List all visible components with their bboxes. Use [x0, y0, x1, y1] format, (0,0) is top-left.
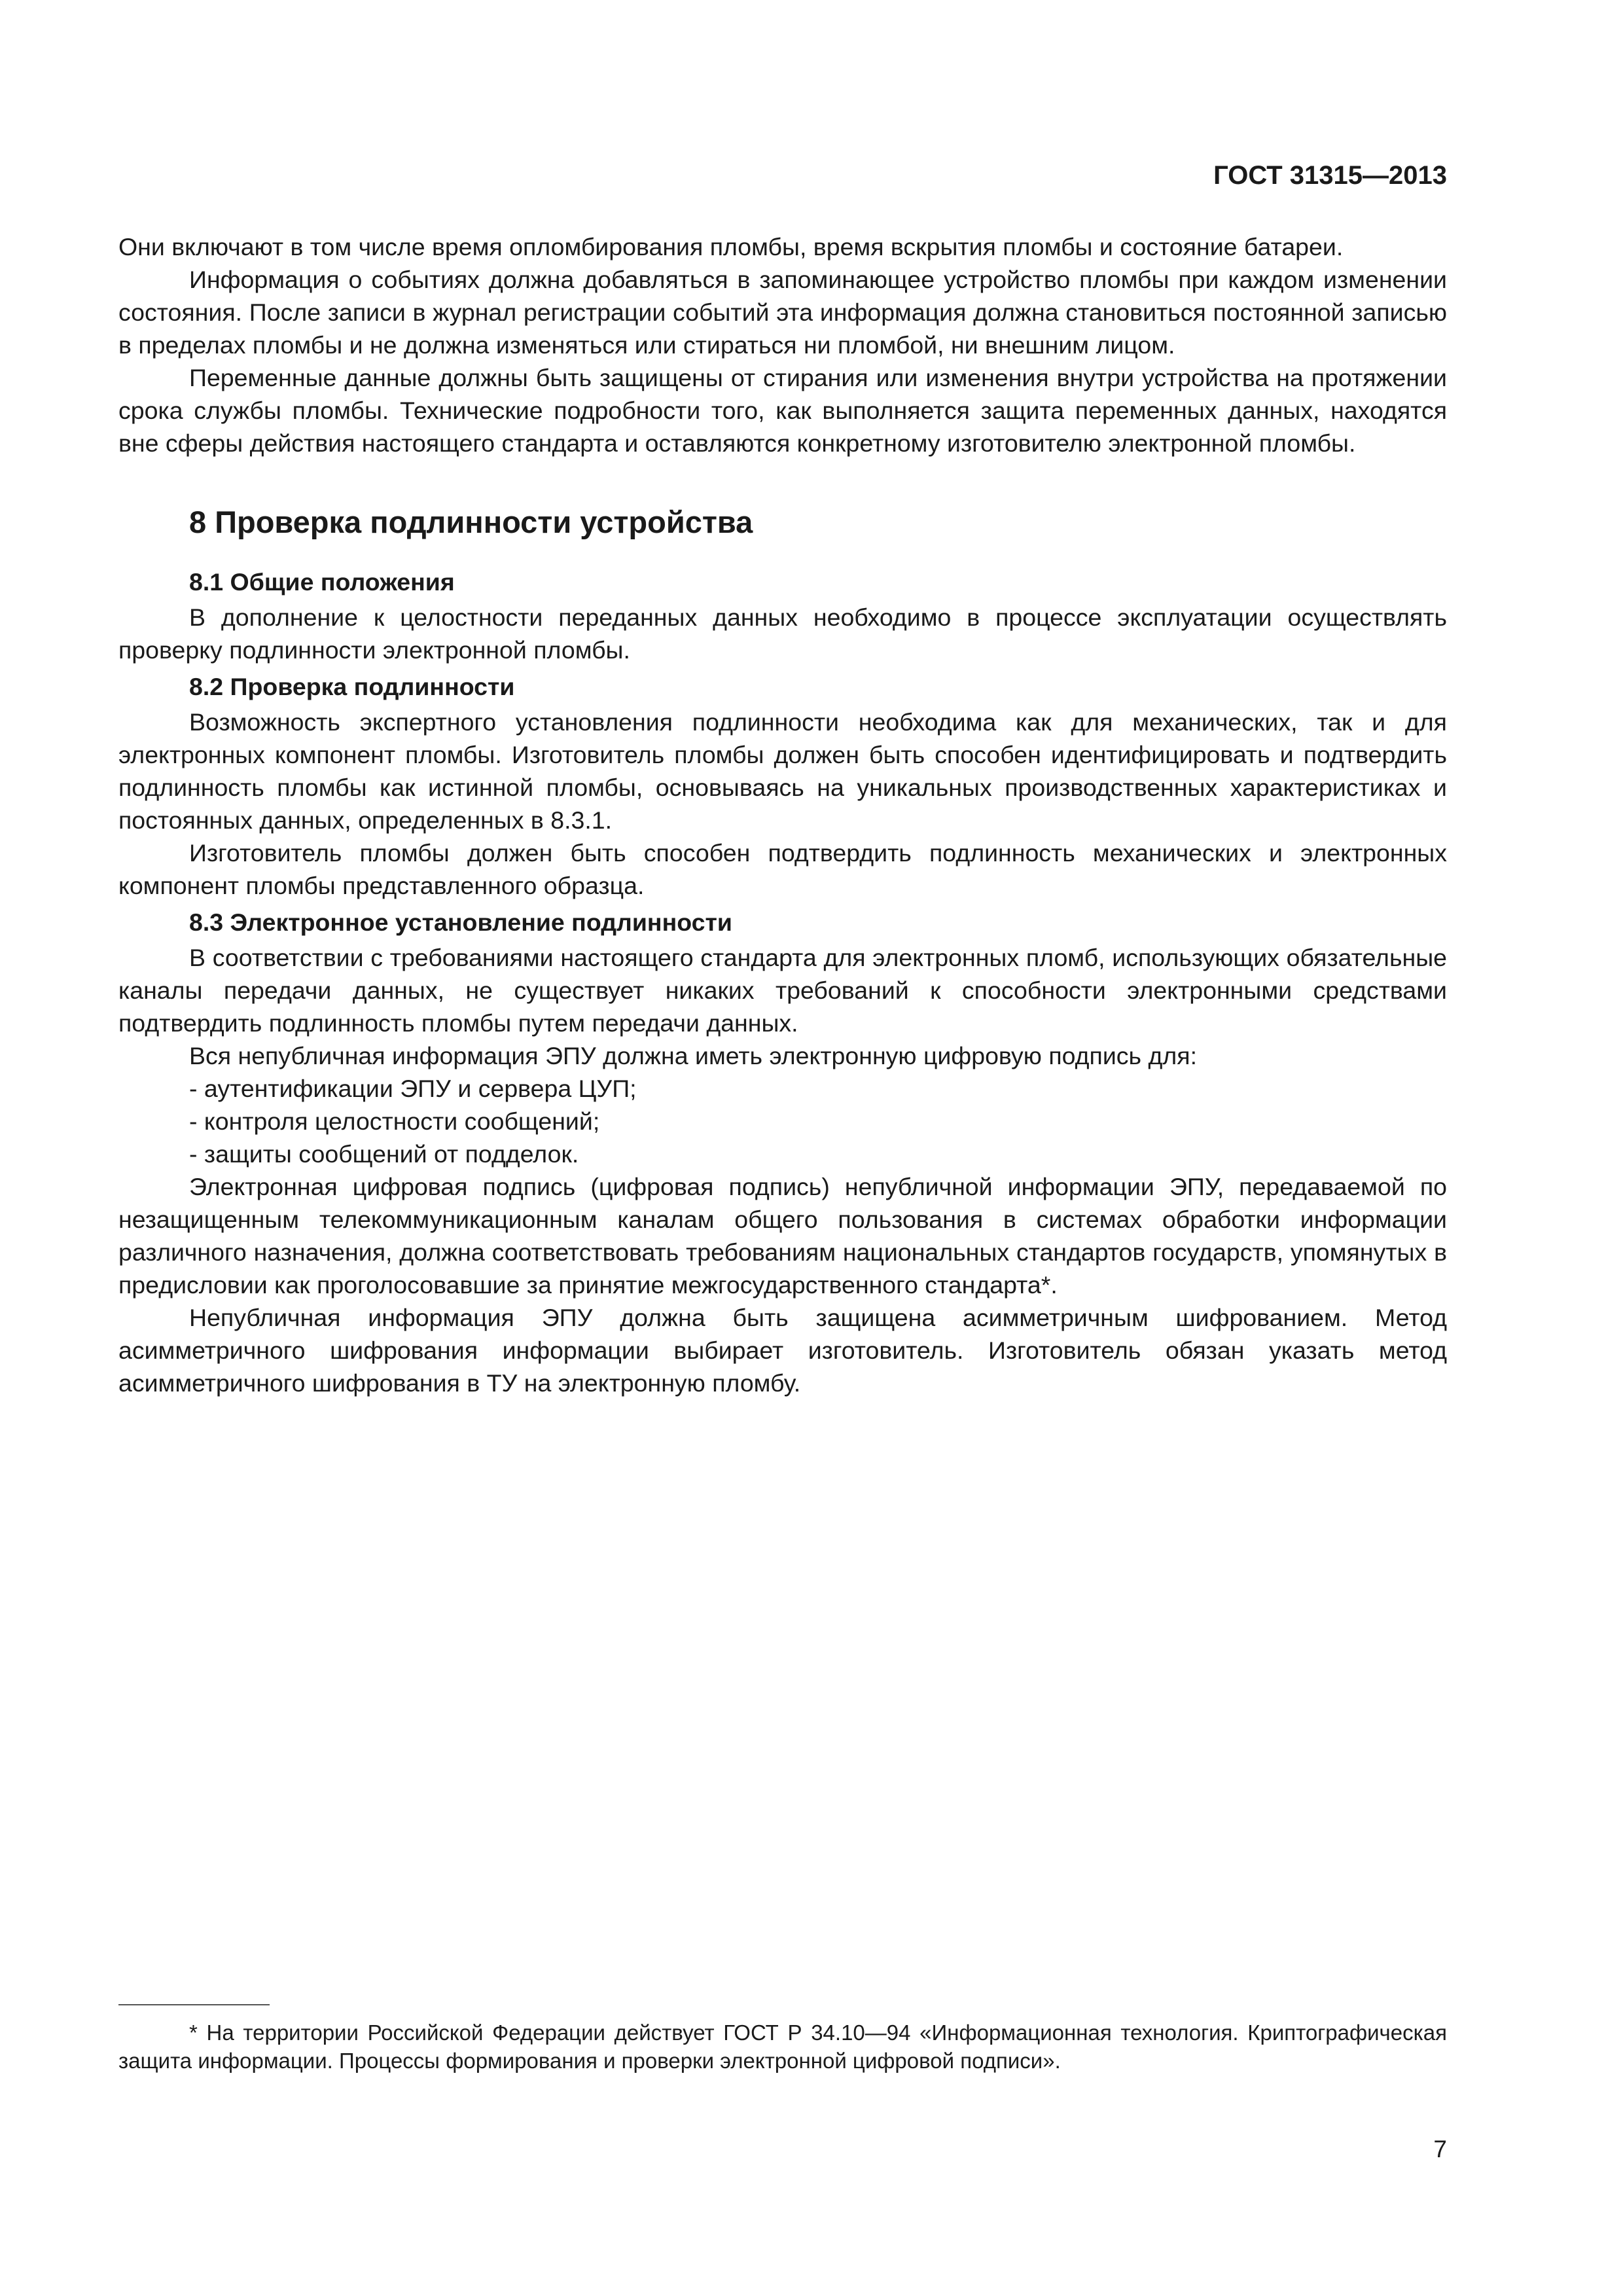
paragraph: В соответствии с требованиями настоящего стандарта для электронных пломб, использующих обязательные каналы передачи данных, не существует никаких требований к способности электронными средствами подтвердить подлинность пломбы путем передачи данных. — [118, 944, 1447, 1037]
list-item: - контроля целостности сообщений; — [189, 1107, 600, 1135]
section-heading: 8 Проверка подлинности устройства — [189, 505, 753, 539]
paragraph: В дополнение к целостности переданных данных необходимо в процессе эксплуатации осуществлять проверку подлинности электронной пломбы. — [118, 603, 1447, 664]
paragraph: Переменные данные должны быть защищены от стирания или изменения внутри устройства на протяжении срока службы пломбы. Технические подробности того, как выполняется защита переменных данных, находятся вне сферы действия настоящего стандарта и оставляются конкретному изготовителю электронной пломбы. — [118, 364, 1447, 457]
list-item: - аутентификации ЭПУ и сервера ЦУП; — [189, 1075, 637, 1102]
subsection-heading: 8.2 Проверка подлинности — [189, 673, 515, 700]
paragraph: Изготовитель пломбы должен быть способен подтвердить подлинность механических и электронных компонент пломбы представленного образца. — [118, 839, 1447, 899]
footnote-separator — [118, 2004, 270, 2005]
paragraph: Возможность экспертного установления подлинности необходима как для механических, так и для электронных компонент пломбы. Изготовитель пломбы должен быть способен идентифицировать и подтвердить подлинность пломбы как истинной пломбы, основываясь на уникальных производственных характеристиках и постоянных данных, определенных в 8.3.1. — [118, 708, 1447, 834]
footnote: * На территории Российской Федерации действует ГОСТ Р 34.10—94 «Информационная технология. Криптографическая защита информации. Процессы формирования и проверки электронной цифровой подписи». — [118, 2020, 1447, 2073]
subsection-heading: 8.1 Общие положения — [189, 568, 455, 596]
document-code-header: ГОСТ 31315—2013 — [1213, 161, 1447, 190]
paragraph: Непубличная информация ЭПУ должна быть защищена асимметричным шифрованием. Метод асимметричного шифрования информации выбирает изготовитель. Изготовитель обязан указать метод асимметричного шифрования в ТУ на электронную пломбу. — [118, 1304, 1447, 1397]
paragraph: Электронная цифровая подпись (цифровая подпись) непубличной информации ЭПУ, передаваемой по незащищенным телекоммуникационным каналам общего пользования в системах обработки информации различного назначения, должна соответствовать требованиям национальных стандартов государств, упомянутых в предисловии как проголосовавшие за принятие межгосударственного стандарта*. — [118, 1173, 1447, 1299]
paragraph: Информация о событиях должна добавляться в запоминающее устройство пломбы при каждом изменении состояния. После записи в журнал регистрации событий эта информация должна становиться постоянной записью в пределах пломбы и не должна изменяться или стираться ни пломбой, ни внешним лицом. — [118, 266, 1447, 359]
paragraph: Вся непубличная информация ЭПУ должна иметь электронную цифровую подпись для: — [189, 1042, 1197, 1069]
subsection-heading: 8.3 Электронное установление подлинности — [189, 908, 732, 936]
document-body — [118, 230, 1447, 1399]
list-item: - защиты сообщений от подделок. — [189, 1140, 579, 1168]
page-number: 7 — [1433, 2136, 1447, 2162]
paragraph-continuation: Они включают в том числе время опломбирования пломбы, время вскрытия пломбы и состояние батареи. — [118, 233, 1344, 260]
